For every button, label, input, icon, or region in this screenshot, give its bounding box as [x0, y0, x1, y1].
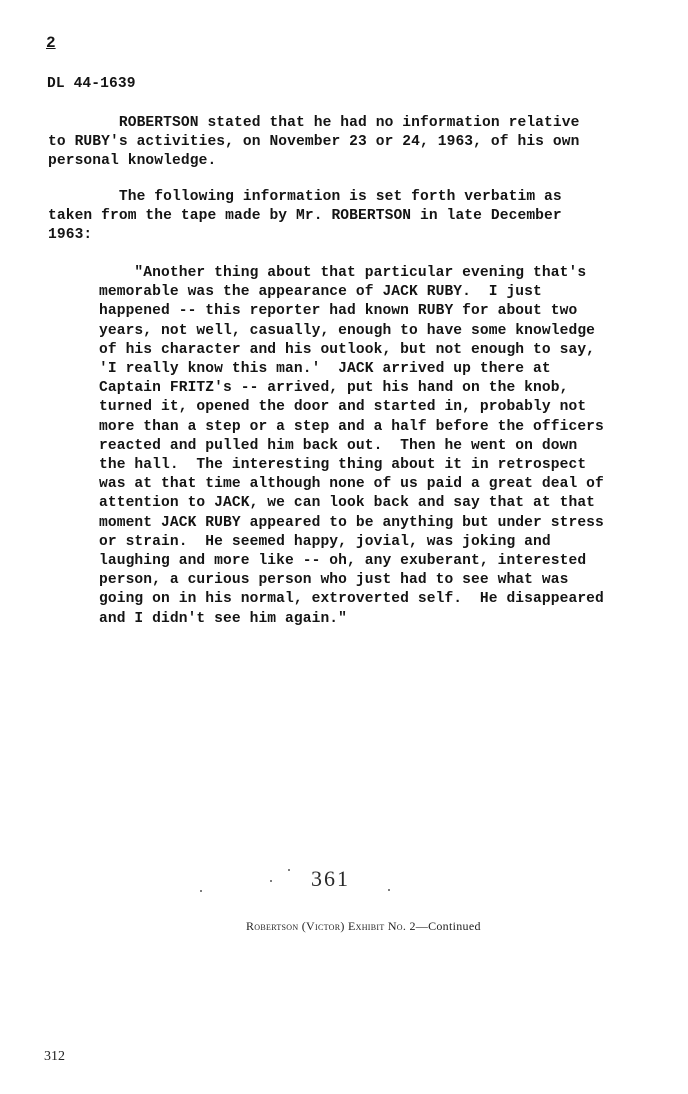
quote-line: going on in his normal, extroverted self. He disappeared	[99, 591, 604, 608]
text-line: to RUBY's activities, on November 23 or 24, 1963, of his own	[48, 134, 580, 151]
quote-line: memorable was the appearance of JACK RUBY. I just	[99, 284, 542, 301]
speck-mark	[288, 869, 290, 871]
text-line: taken from the tape made by Mr. ROBERTSON in late December	[48, 208, 562, 225]
quote-line: person, a curious person who just had to see what was	[99, 572, 569, 589]
quote-line: and I didn't see him again."	[99, 610, 348, 627]
quote-line: of his character and his outlook, but not enough to say,	[99, 341, 596, 358]
quote-line: happened -- this reporter had known RUBY for about two	[99, 303, 578, 320]
footer-page-number: 312	[44, 1049, 65, 1064]
caption-given-name: (Victor)	[301, 919, 345, 933]
speck-mark	[200, 890, 202, 892]
paragraph-statement	[48, 114, 680, 172]
quote-line: more than a step or a step and a half before the officers	[99, 418, 604, 435]
quote-line: was at that time although none of us paid a great deal of	[99, 476, 604, 493]
quote-line: or strain. He seemed happy, jovial, was joking and	[99, 533, 551, 550]
speck-mark	[270, 880, 272, 882]
quote-line: years, not well, casually, enough to have some knowledge	[99, 322, 596, 339]
caption-name: Robertson	[246, 919, 299, 933]
speck-mark	[388, 889, 390, 891]
quote-line: turned it, opened the door and started in, probably not	[99, 399, 587, 416]
quote-line: attention to JACK, we can look back and say that at that	[99, 495, 596, 512]
caption-exhibit: Exhibit No. 2	[348, 919, 416, 933]
quote-line: Captain FRITZ's -- arrived, put his hand on the knob,	[99, 380, 569, 397]
quote-line: laughing and more like -- oh, any exuberant, interested	[99, 553, 587, 570]
text-line: personal knowledge.	[48, 153, 217, 170]
stamped-number: 361	[311, 866, 350, 891]
quote-line: moment JACK RUBY appeared to be anything but under stress	[99, 514, 604, 531]
text-line: 1963:	[48, 227, 93, 244]
quote-line: "Another thing about that particular evening that's	[99, 265, 587, 281]
file-number: DL 44-1639	[47, 76, 136, 92]
verbatim-quote	[99, 264, 674, 629]
exhibit-caption	[246, 919, 481, 934]
text-line: The following information is set forth verbatim as	[48, 189, 562, 205]
paragraph-intro	[48, 188, 680, 246]
quote-line: reacted and pulled him back out. Then he went on down	[99, 437, 578, 454]
quote-line: the hall. The interesting thing about it in retrospect	[99, 457, 587, 474]
caption-suffix: —Continued	[415, 919, 481, 933]
page-number: 2	[46, 34, 56, 52]
text-line: ROBERTSON stated that he had no information relative	[48, 115, 580, 131]
quote-line: 'I really know this man.' JACK arrived up there at	[99, 361, 551, 378]
